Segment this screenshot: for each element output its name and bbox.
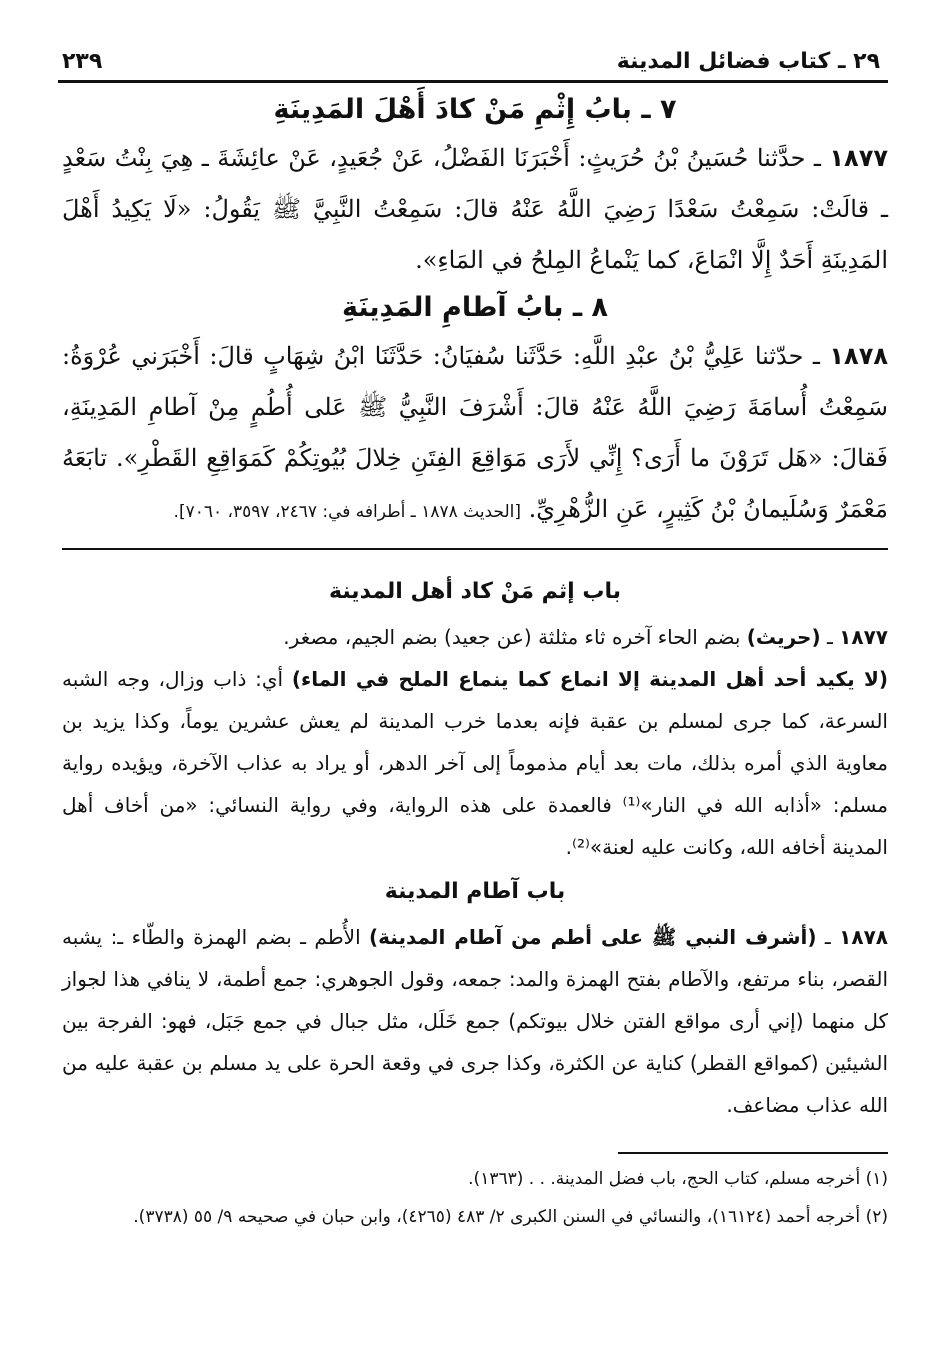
commentary-heading-2: باب آطام المدينة [384, 879, 566, 904]
dash: ـ [826, 625, 833, 649]
hadith-number: ١٨٧٧ [839, 625, 888, 649]
footnotes [62, 1160, 888, 1236]
hadith-number: ١٨٧٨ [829, 342, 888, 370]
footnote-2 [62, 1198, 888, 1236]
commentary-area [62, 572, 888, 1126]
chapter-heading-8: ٨ ـ بابُ آطامِ المَدِينَةِ [342, 292, 608, 323]
footnote-rule [618, 1152, 888, 1154]
footnote-1 [62, 1160, 888, 1198]
footnote-marker: (١) [865, 1169, 888, 1189]
commentary-paragraph [62, 916, 888, 1126]
dash: ـ [824, 925, 831, 949]
hadith-body: ـ حدَّثنا حُسَينُ بْنُ حُرَيثٍ: أَخْبَرَنَا الفَضْلُ، عَنْ جُعَيدٍ، عَنْ عائِشَةَ ـ هِيَ بِنْتُ سَعْدٍ ـ قالَتْ: سَمِعْتُ سَعْدًا رَضِيَ اللَّهُ عَنْهُ قالَ: سَمِعْتُ النَّبِيَّ ﷺ يَقُولُ: «لَا يَكِيدُ أَهْلَ المَدِينَةِ أَحَدٌ إِلَّا انْمَاعَ، كما يَنْماعُ المِلحُ في المَاءِ». [62, 144, 888, 274]
commentary-divider [62, 548, 888, 550]
footnote-text: أخرجه مسلم، كتاب الحج، باب فضل المدينة. . . (١٣٦٣). [468, 1169, 861, 1189]
commentary-text: الأُطم ـ بضم الهمزة والطّاء ـ: يشبه القصر، بناء مرتفع، والآطام بفتح الهمزة والمد: جمعه، وقول الجوهري: جمع أطمة، لا ينافي هذا لجواز كل منهما (إني أرى مواقع الفتن خلال بيوتكم) جمع خَلَل، مثل جبال في جمع جَبَل، فهو: الفرجة بين الشيئين (كمواقع القطر) كناية عن الكثرة، وكذا جرى في وقعة الحرة على يد مسلم بن عقبة عليه من الله عذاب مضاعف. [62, 925, 888, 1117]
quoted-term: (حريث) [746, 625, 821, 649]
commentary-text: بضم الحاء آخره ثاء مثلثة (عن جعيد) بضم الجيم، مصغر. [283, 625, 747, 649]
page-number: ٢٣٩ [62, 49, 103, 74]
hadith-reference: [الحديث ١٨٧٨ ـ أطرافه في: ٢٤٦٧، ٣٥٩٧، ٧٠٦٠]. [173, 502, 521, 522]
hadith-1878 [62, 331, 888, 538]
quoted-term: (أشرف النبي ﷺ على أطم من آطام المدينة) [369, 925, 817, 949]
hadith-number: ١٨٧٧ [829, 144, 888, 172]
running-chapter-title: ٢٩ ـ كتاب فضائل المدينة [616, 49, 880, 74]
header-rule [58, 80, 888, 83]
hadith-text-area [62, 90, 888, 538]
commentary-paragraph [62, 658, 888, 868]
commentary-heading-1: باب إثم مَنْ كاد أهل المدينة [328, 579, 621, 604]
hadith-body: ـ حدّثنا عَلِيُّ بْنُ عبْدِ اللَّهِ: حَدَّثَنا سُفيَانُ: حَدَّثَنَا ابْنُ شِهَابٍ قالَ: أَخْبَرَني عُرْوَةُ: سَمِعْتُ أُسامَةَ رَضِيَ اللَّهُ عَنْهُ قالَ: أَشْرَفَ النَّبِيُّ ﷺ عَلى أُطُمٍ مِنْ آطامِ المَدِينَةِ، فَقالَ: «هَل تَرَوْنَ ما أَرَى؟ إِنِّي لأَرَى مَوَاقِعَ الفِتَنِ خِلالَ بُيُوتِكُمْ كَمَوَاقِعِ القَطْرِ». تابَعَهُ مَعْمَرٌ وَسُلَيمانُ بْنُ كَثِيرٍ، عَنِ الزُّهْرِيِّ. [62, 342, 889, 523]
quoted-term: (لا يكيد أحد أهل المدينة إلا انماع كما ينماع الملح في الماء) [291, 667, 888, 691]
page-header [62, 34, 880, 74]
hadith-1877 [62, 133, 888, 286]
chapter-heading-7: ٧ ـ بابُ إِثْمِ مَنْ كادَ أَهْلَ المَدِينَةِ [273, 94, 677, 125]
footnote-marker: (٢) [865, 1207, 888, 1227]
hadith-number: ١٨٧٨ [839, 925, 888, 949]
commentary-paragraph [62, 616, 888, 658]
footnote-text: أخرجه أحمد (١٦١٢٤)، والنسائي في السنن الكبرى ٢/ ٤٨٣ (٤٢٦٥)، وابن حبان في صحيحه ٩/ ٥٥ (٣٧٣٨). [133, 1207, 861, 1227]
commentary-text: أي: ذاب وزال، وجه الشبه السرعة، كما جرى لمسلم بن عقبة فإنه بعدما خرب المدينة لم يعش عشرين يوماً، وكذا يزيد بن معاوية الذي أمره بذلك، مات بعد أيام مذموماً إلى آخر الدهر، أو يراد به عذاب الآخرة، ويؤيده رواية مسلم: «أذابه الله في النار»⁽¹⁾ فالعمدة على هذه الرواية، وفي رواية النسائي: «من أخاف أهل المدينة أخافه الله، وكانت عليه لعنة»⁽²⁾. [62, 667, 888, 859]
